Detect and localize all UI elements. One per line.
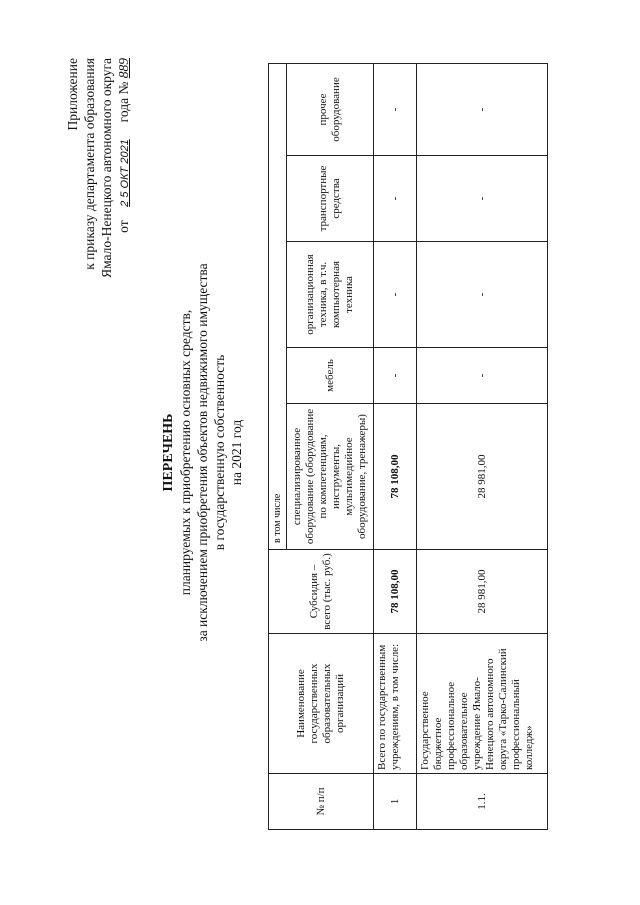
assets-table — [268, 63, 548, 830]
title-block — [160, 0, 245, 905]
subtitle-line4: на 2021 год — [229, 419, 244, 486]
cell-subsidy: 78 108,00 — [374, 550, 417, 634]
cell-name: Всего по государственным учреждениям, в том числе: — [374, 634, 417, 774]
appendix-block — [64, 58, 134, 278]
subtitle-line3: в государственную собственность — [212, 354, 227, 551]
header-no: № п/п — [269, 774, 374, 830]
table-row — [417, 64, 548, 830]
cell-no: 1 — [374, 774, 417, 830]
cell-special: 28 981,00 — [417, 404, 548, 550]
cell-other: - — [417, 64, 548, 156]
header-other: прочее оборудование — [287, 64, 374, 156]
cell-name: Государственное бюджетное профессиональное образовательное учреждение Ямало-Ненецкого автономного округа «Тарко-Салинский профессиональный колледж» — [417, 634, 548, 774]
cell-furniture: - — [417, 348, 548, 404]
order-date: 2 5 ОКТ 2021 — [119, 139, 131, 207]
header-furniture: мебель — [287, 348, 374, 404]
cell-tech: - — [374, 242, 417, 348]
cell-subsidy: 28 981,00 — [417, 550, 548, 634]
table-row — [374, 64, 417, 830]
subtitle-line2: за исключением приобретения объектов недвижимого имущества — [195, 263, 210, 642]
appendix-title: Приложение — [65, 58, 80, 131]
header-in-that-number: в том числе — [269, 64, 287, 550]
cell-transport: - — [374, 156, 417, 242]
cell-special: 78 108,00 — [374, 404, 417, 550]
from-label: от — [116, 220, 131, 233]
subtitle-line1: планируемых к приобретению основных средств, — [178, 309, 193, 596]
cell-furniture: - — [374, 348, 417, 404]
cell-other: - — [374, 64, 417, 156]
cell-transport: - — [417, 156, 548, 242]
appendix-line2: Ямало-Ненецкого автономного округа — [99, 58, 114, 278]
cell-no: 1.1. — [417, 774, 548, 830]
appendix-date-line — [115, 58, 134, 278]
header-tech: организационная техника, в т.ч. компьютерная техника — [287, 242, 374, 348]
header-row — [269, 64, 287, 830]
year-no-label: года № — [116, 81, 131, 123]
header-subsidy: Субсидия – всего (тыс. руб.) — [269, 550, 374, 634]
table-wrap — [268, 63, 548, 830]
cell-tech: - — [417, 242, 548, 348]
header-transport: транспортные средства — [287, 156, 374, 242]
order-number: 889 — [116, 58, 131, 79]
document-title: ПЕРЕЧЕНЬ — [161, 413, 176, 492]
header-special: специализированное оборудование (оборудование по компетенциям, инструменты, мультимедийное оборудование, тренажеры) — [287, 404, 374, 550]
appendix-line1: к приказу департамента образования — [82, 58, 97, 270]
header-name: Наименование государственных образовательных организаций — [269, 634, 374, 774]
